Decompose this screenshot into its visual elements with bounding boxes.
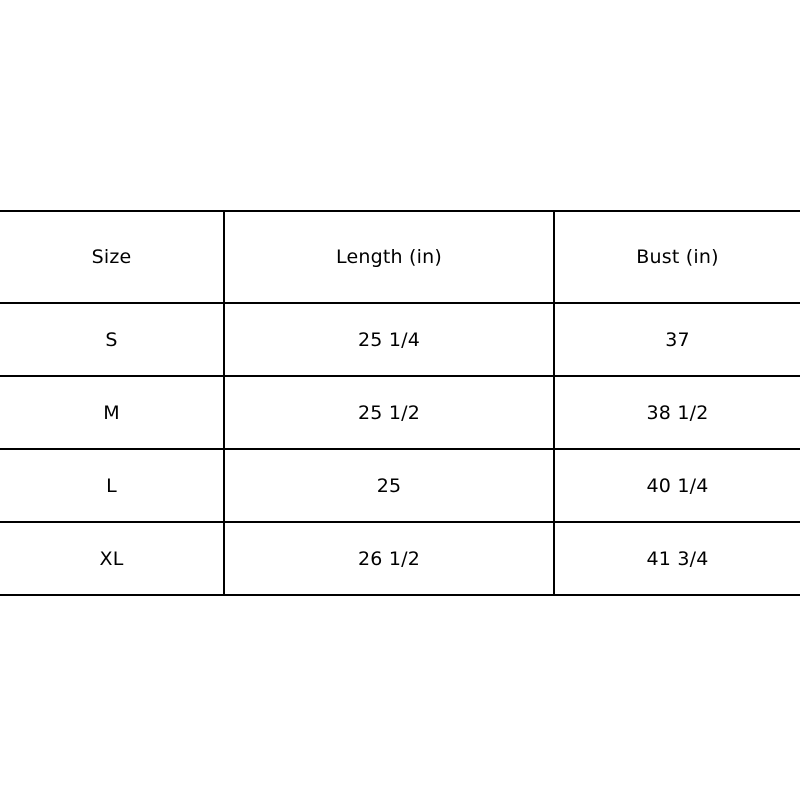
cell-length: 25 1/4 bbox=[224, 303, 554, 376]
cell-size: S bbox=[0, 303, 224, 376]
cell-length: 26 1/2 bbox=[224, 522, 554, 595]
cell-size: M bbox=[0, 376, 224, 449]
cell-size: L bbox=[0, 449, 224, 522]
column-header-bust: Bust (in) bbox=[554, 211, 800, 303]
cell-size: XL bbox=[0, 522, 224, 595]
cell-length: 25 1/2 bbox=[224, 376, 554, 449]
size-chart-table bbox=[0, 210, 800, 596]
column-header-size: Size bbox=[0, 211, 224, 303]
table-row bbox=[0, 522, 800, 595]
table-row bbox=[0, 376, 800, 449]
column-header-length: Length (in) bbox=[224, 211, 554, 303]
cell-bust: 40 1/4 bbox=[554, 449, 800, 522]
cell-length: 25 bbox=[224, 449, 554, 522]
table-header-row bbox=[0, 211, 800, 303]
size-chart-container bbox=[0, 210, 800, 596]
cell-bust: 38 1/2 bbox=[554, 376, 800, 449]
table-row bbox=[0, 303, 800, 376]
cell-bust: 41 3/4 bbox=[554, 522, 800, 595]
cell-bust: 37 bbox=[554, 303, 800, 376]
table-row bbox=[0, 449, 800, 522]
